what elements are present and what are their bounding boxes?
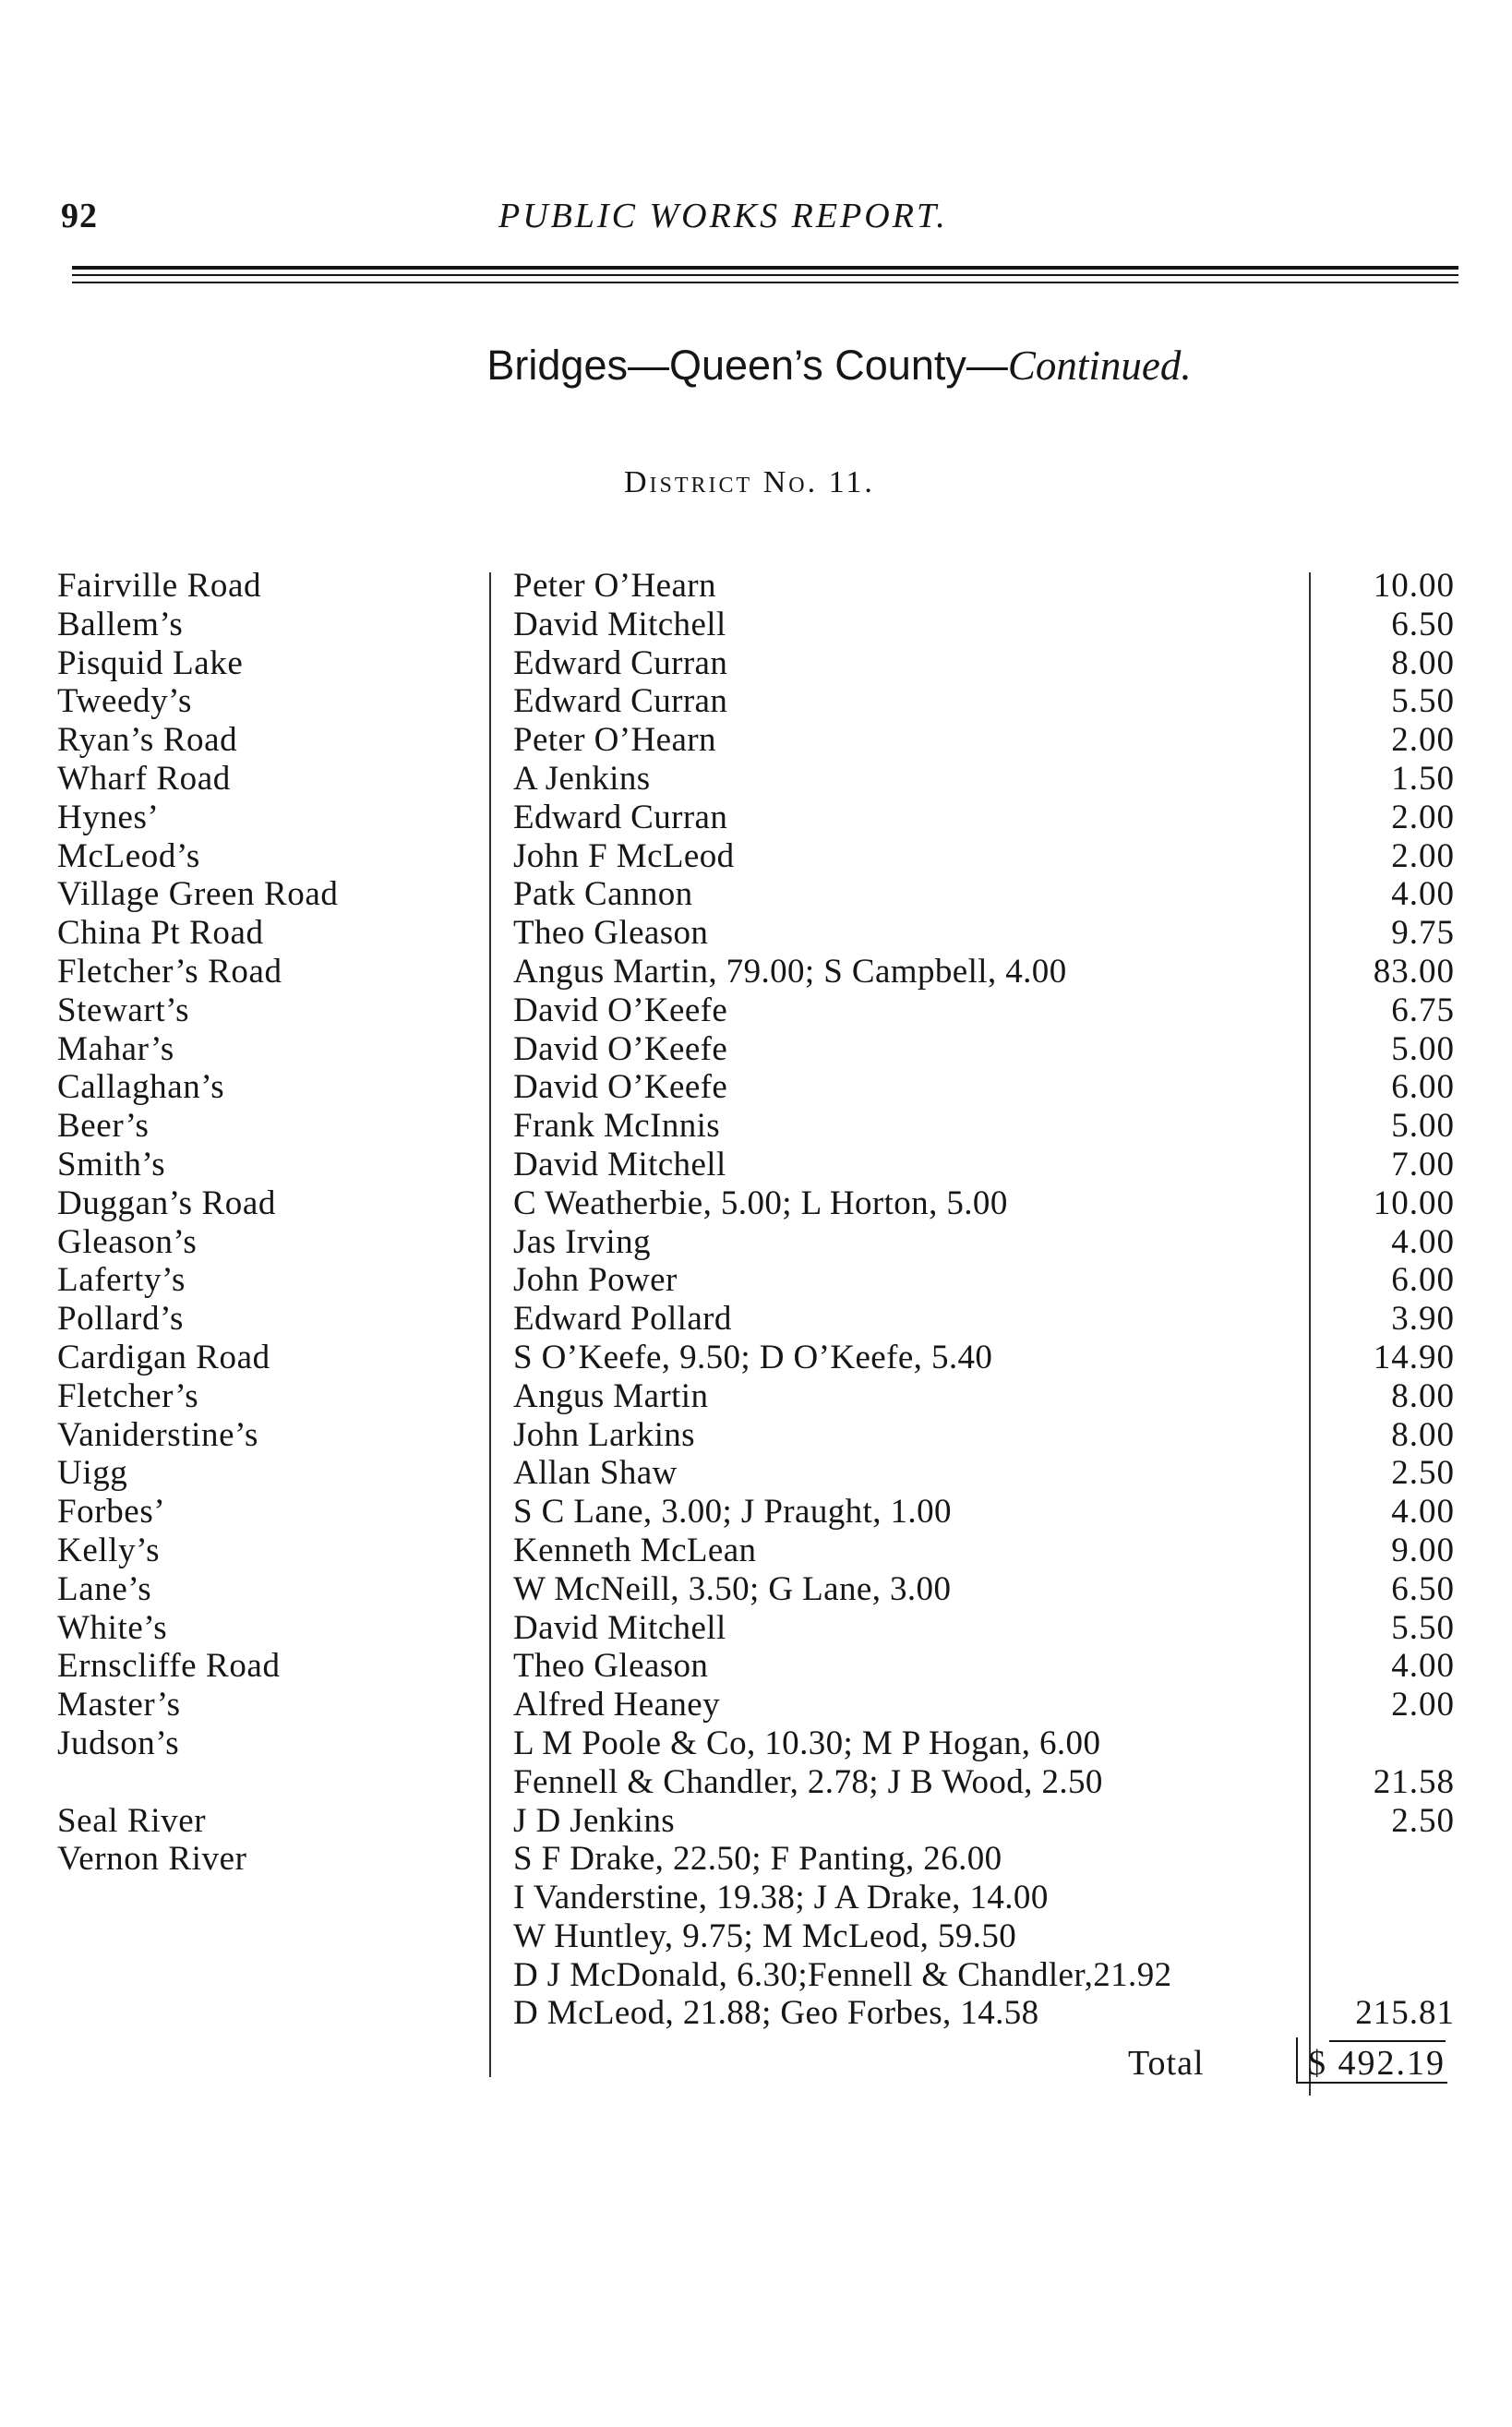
section-heading-main: Bridges—Queen’s County— (486, 342, 1008, 389)
header-rule (72, 282, 1458, 283)
total-label: Total (1128, 2044, 1205, 2083)
table-row (0, 914, 1512, 953)
payee-name: David Mitchell (513, 1608, 726, 1647)
payee-name: S C Lane, 3.00; J Praught, 1.00 (513, 1493, 952, 1532)
amount: 2.00 (1391, 798, 1455, 836)
payee-name: W McNeill, 3.50; G Lane, 3.00 (513, 1569, 952, 1608)
amount: 8.00 (1391, 643, 1455, 682)
payee-name: Alfred Heaney (513, 1686, 721, 1724)
table-row (0, 760, 1512, 799)
table-row (0, 1532, 1512, 1570)
payee-name: D J McDonald, 6.30;Fennell & Chandler,21.92 (513, 1955, 1172, 1994)
table-row (0, 1339, 1512, 1377)
table-row (0, 1956, 1512, 1995)
road-name: Smith’s (57, 1145, 166, 1183)
road-name: Ryan’s Road (57, 721, 238, 760)
payee-name: David O’Keefe (513, 991, 728, 1029)
road-name: Wharf Road (57, 759, 231, 798)
payee-name: C Weatherbie, 5.00; L Horton, 5.00 (513, 1183, 1008, 1222)
expenditure-table (0, 567, 1512, 2033)
amount: 10.00 (1373, 567, 1455, 605)
payee-name: Edward Curran (513, 643, 728, 682)
table-row (0, 1763, 1512, 1802)
table-row (0, 1609, 1512, 1648)
table-row (0, 1184, 1512, 1223)
amount: 4.00 (1391, 1222, 1455, 1261)
payee-name: Edward Pollard (513, 1300, 732, 1339)
amount: 10.00 (1373, 1183, 1455, 1222)
table-row (0, 1377, 1512, 1416)
payee-name: Theo Gleason (513, 914, 709, 953)
road-name: Pollard’s (57, 1300, 184, 1339)
payee-name: L M Poole & Co, 10.30; M P Hogan, 6.00 (513, 1724, 1101, 1762)
amount: 3.90 (1391, 1300, 1455, 1339)
amount: 6.75 (1391, 991, 1455, 1029)
road-name: Mahar’s (57, 1029, 174, 1068)
road-name: Forbes’ (57, 1493, 166, 1532)
amount: 5.00 (1391, 1107, 1455, 1146)
table-row (0, 1994, 1512, 2033)
road-name: Village Green Road (57, 875, 339, 914)
road-name: Fletcher’s Road (57, 952, 282, 991)
amount: 7.00 (1391, 1145, 1455, 1183)
payee-name: Patk Cannon (513, 875, 693, 914)
table-row (0, 1570, 1512, 1609)
road-name: Ballem’s (57, 605, 184, 643)
table-row (0, 1223, 1512, 1262)
table-row (0, 1261, 1512, 1300)
section-heading (0, 342, 1512, 390)
payee-name: David O’Keefe (513, 1029, 728, 1068)
road-name: Master’s (57, 1686, 181, 1724)
payee-name: David Mitchell (513, 605, 726, 643)
table-row (0, 567, 1512, 606)
table-row (0, 1107, 1512, 1146)
amount: 83.00 (1373, 952, 1455, 991)
road-name: Cardigan Road (57, 1338, 270, 1376)
table-row (0, 1647, 1512, 1686)
amount: 2.50 (1391, 1801, 1455, 1840)
amount: 14.90 (1373, 1338, 1455, 1376)
payee-name: J D Jenkins (513, 1801, 676, 1840)
table-row (0, 1724, 1512, 1763)
payee-name: John F McLeod (513, 836, 735, 875)
payee-name: Peter O’Hearn (513, 721, 716, 760)
table-row (0, 682, 1512, 721)
payee-name: Theo Gleason (513, 1647, 709, 1686)
district-label: District No. 11. (624, 465, 875, 499)
road-name: Vaniderstine’s (57, 1415, 259, 1454)
payee-name: S O’Keefe, 9.50; D O’Keefe, 5.40 (513, 1338, 993, 1376)
amount: 9.75 (1391, 914, 1455, 953)
amount: 6.00 (1391, 1261, 1455, 1300)
amount: 5.50 (1391, 1608, 1455, 1647)
payee-name: Fennell & Chandler, 2.78; J B Wood, 2.50 (513, 1762, 1103, 1801)
road-name: Fletcher’s (57, 1376, 199, 1415)
amount: 4.00 (1391, 875, 1455, 914)
table-row (0, 1146, 1512, 1184)
road-name: Laferty’s (57, 1261, 186, 1300)
payee-name: John Larkins (513, 1415, 695, 1454)
table-row (0, 1917, 1512, 1956)
table-row (0, 1879, 1512, 1917)
amount: 9.00 (1391, 1531, 1455, 1569)
amount: 6.00 (1391, 1068, 1455, 1107)
amount: 4.00 (1391, 1647, 1455, 1686)
amount: 2.50 (1391, 1454, 1455, 1493)
payee-name: W Huntley, 9.75; M McLeod, 59.50 (513, 1916, 1017, 1955)
table-row (0, 953, 1512, 991)
amount: 8.00 (1391, 1415, 1455, 1454)
road-name: Seal River (57, 1801, 207, 1840)
table-row (0, 1840, 1512, 1879)
payee-name: Angus Martin (513, 1376, 709, 1415)
payee-name: I Vanderstine, 19.38; J A Drake, 14.00 (513, 1879, 1049, 1917)
road-name: Judson’s (57, 1724, 180, 1762)
amount: 1.50 (1391, 759, 1455, 798)
payee-name: David Mitchell (513, 1145, 726, 1183)
road-name: Ernscliffe Road (57, 1647, 281, 1686)
amount: 6.50 (1391, 605, 1455, 643)
table-row (0, 1300, 1512, 1339)
road-name: Lane’s (57, 1569, 152, 1608)
section-heading-continued: Continued. (1007, 342, 1192, 389)
amount: 4.00 (1391, 1493, 1455, 1532)
table-row (0, 1030, 1512, 1069)
header-rule (72, 274, 1458, 276)
amount: 2.00 (1391, 836, 1455, 875)
total-value: $ 492.19 (1308, 2044, 1446, 2083)
payee-name: D McLeod, 21.88; Geo Forbes, 14.58 (513, 1994, 1039, 2033)
table-row (0, 644, 1512, 683)
table-row (0, 1686, 1512, 1724)
amount: 2.00 (1391, 721, 1455, 760)
header-rule (72, 266, 1458, 270)
table-row (0, 1416, 1512, 1455)
road-name: Beer’s (57, 1107, 150, 1146)
table-row (0, 1068, 1512, 1107)
road-name: McLeod’s (57, 836, 200, 875)
road-name: China Pt Road (57, 914, 264, 953)
payee-name: Frank McInnis (513, 1107, 721, 1146)
payee-name: Jas Irving (513, 1222, 651, 1261)
running-head: PUBLIC WORKS REPORT. (498, 197, 948, 235)
road-name: Pisquid Lake (57, 643, 244, 682)
table-row (0, 721, 1512, 760)
payee-name: Peter O’Hearn (513, 567, 716, 605)
payee-name: Edward Curran (513, 798, 728, 836)
payee-name: Edward Curran (513, 682, 728, 721)
road-name: Vernon River (57, 1840, 247, 1879)
amount: 215.81 (1355, 1994, 1455, 2033)
total-row (0, 2043, 1512, 2085)
table-row (0, 837, 1512, 876)
table-row (0, 875, 1512, 914)
road-name: Callaghan’s (57, 1068, 225, 1107)
amount: 8.00 (1391, 1376, 1455, 1415)
road-name: White’s (57, 1608, 168, 1647)
payee-name: S F Drake, 22.50; F Panting, 26.00 (513, 1840, 1002, 1879)
road-name: Gleason’s (57, 1222, 198, 1261)
table-row (0, 606, 1512, 644)
payee-name: John Power (513, 1261, 678, 1300)
road-name: Duggan’s Road (57, 1183, 276, 1222)
amount: 2.00 (1391, 1686, 1455, 1724)
payee-name: Kenneth McLean (513, 1531, 757, 1569)
amount: 6.50 (1391, 1569, 1455, 1608)
amount: 21.58 (1373, 1762, 1455, 1801)
road-name: Kelly’s (57, 1531, 161, 1569)
table-row (0, 1493, 1512, 1532)
payee-name: David O’Keefe (513, 1068, 728, 1107)
table-row (0, 1802, 1512, 1841)
amount: 5.00 (1391, 1029, 1455, 1068)
page-number: 92 (61, 197, 98, 235)
road-name: Stewart’s (57, 991, 190, 1029)
road-name: Tweedy’s (57, 682, 193, 721)
payee-name: A Jenkins (513, 759, 651, 798)
payee-name: Allan Shaw (513, 1454, 678, 1493)
road-name: Fairville Road (57, 567, 262, 605)
payee-name: Angus Martin, 79.00; S Campbell, 4.00 (513, 952, 1067, 991)
table-row (0, 991, 1512, 1030)
road-name: Hynes’ (57, 798, 160, 836)
road-name: Uigg (57, 1454, 128, 1493)
table-row (0, 1454, 1512, 1493)
amount: 5.50 (1391, 682, 1455, 721)
table-row (0, 799, 1512, 837)
